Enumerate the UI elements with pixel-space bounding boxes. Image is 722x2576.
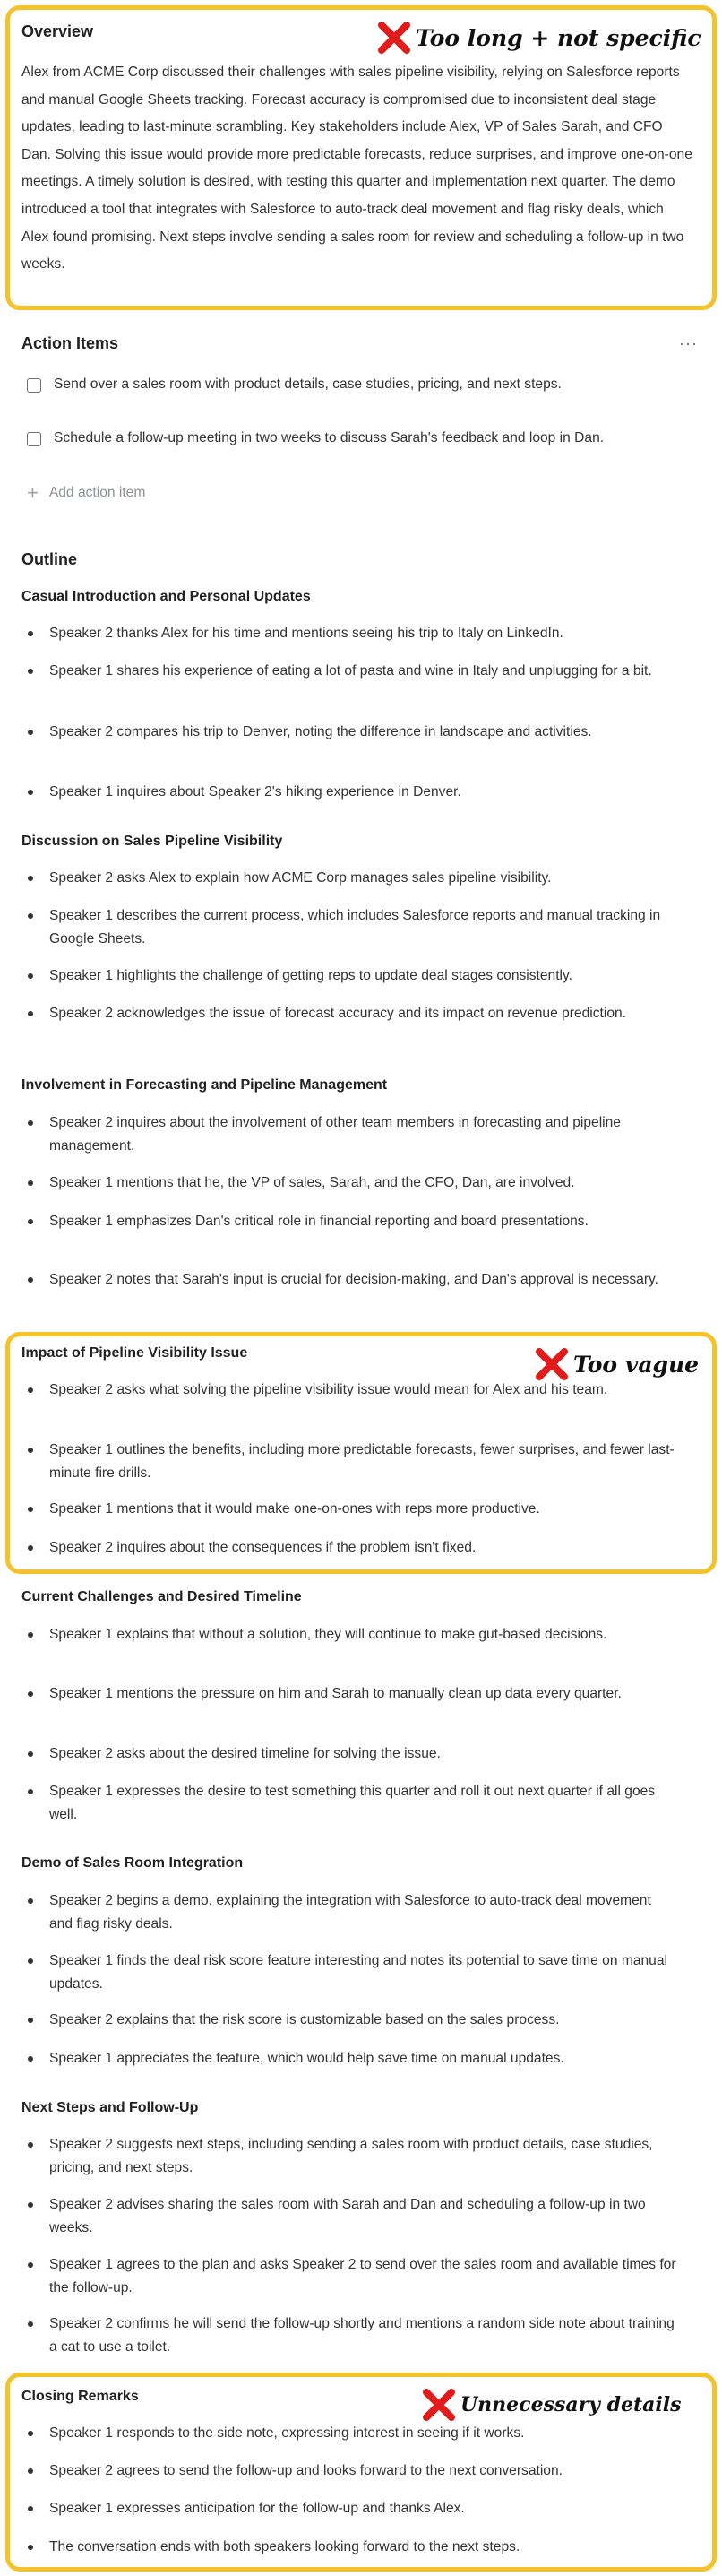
outline-section-title: Impact of Pipeline Visibility Issue: [21, 1345, 248, 1361]
outline-title: Outline: [21, 550, 77, 568]
red-x-icon: [534, 1346, 570, 1382]
list-item: Speaker 1 mentions the pressure on him and Sarah to manually clean up data every quarter.: [49, 1682, 676, 1706]
outline-section-title: Casual Introduction and Personal Updates: [21, 589, 311, 604]
overview-title: Overview: [21, 22, 94, 40]
list-item: Speaker 1 mentions that it would make one-on-ones with reps more productive.: [49, 1498, 676, 1521]
overview-text: Alex from ACME Corp discussed their challenges with sales pipeline visibility, relying on Salesforce reports and manual Google Sheets tracking. Forecast accuracy is compromised due to inconsistent deal stage updates, leading to last-minute scrambling. Key stakeholders include Alex, VP of Sales Sarah, and CFO Dan. Solving this issue would provide more predictable forecasts, reduce surprises, and improve one-on-one meetings. A timely solution is desired, with testing this quarter and implementation next quarter. The demo introduced a tool that integrates with Salesforce to auto-track deal movement and flag risky deals, which Alex found promising. Next steps involve sending a sales room for review and scheduling a follow-up in two weeks.: [21, 65, 692, 272]
list-item: The conversation ends with both speakers looking forward to the next steps.: [49, 2536, 676, 2559]
list-item: Speaker 2 asks Alex to explain how ACME Corp manages sales pipeline visibility.: [49, 867, 676, 890]
closing-annotation: [421, 2387, 682, 2423]
outline-section-title: Current Challenges and Desired Timeline: [21, 1589, 302, 1604]
list-item: Speaker 1 mentions that he, the VP of sales, Sarah, and the CFO, Dan, are involved.: [49, 1171, 676, 1195]
action-item-text: Send over a sales room with product details, case studies, pricing, and next steps.: [54, 376, 562, 392]
impact-annotation-text: Too vague: [573, 1351, 700, 1378]
list-item: Speaker 1 agrees to the plan and asks Speaker 2 to send over the sales room and available times for the follow-up.: [49, 2253, 676, 2300]
outline-section-title: Demo of Sales Room Integration: [21, 1855, 244, 1871]
list-item: Speaker 2 inquires about the involvement of other team members in forecasting and pipeline management.: [49, 1111, 676, 1158]
outline-section-title: Involvement in Forecasting and Pipeline Management: [21, 1077, 388, 1093]
list-item: Speaker 2 suggests next steps, including sending a sales room with product details, case studies, pricing, and next steps.: [49, 2133, 676, 2180]
list-item: Speaker 1 finds the deal risk score feature interesting and notes its potential to save time on manual updates.: [49, 1949, 676, 1996]
list-item: Speaker 1 responds to the side note, expressing interest in seeing if it works.: [49, 2422, 676, 2445]
list-item: Speaker 2 advises sharing the sales room with Sarah and Dan and scheduling a follow-up in two weeks.: [49, 2193, 676, 2240]
action-item: [27, 427, 609, 450]
list-item: Speaker 1 emphasizes Dan's critical role in financial reporting and board presentations.: [49, 1210, 676, 1233]
list-item: Speaker 1 expresses the desire to test something this quarter and roll it out next quarter if all goes well.: [49, 1780, 676, 1827]
list-item: Speaker 1 describes the current process, which includes Salesforce reports and manual tracking in Google Sheets.: [49, 904, 676, 951]
list-item: Speaker 1 expresses anticipation for the follow-up and thanks Alex.: [49, 2497, 676, 2520]
impact-annotation: [534, 1346, 699, 1382]
list-item: Speaker 2 begins a demo, explaining the integration with Salesforce to auto-track deal movement and flag risky deals.: [49, 1889, 676, 1936]
closing-annotation-text: Unnecessary details: [460, 2393, 682, 2416]
action-item-checkbox[interactable]: [27, 432, 41, 446]
list-item: Speaker 2 confirms he will send the follow-up shortly and mentions a random side note about training a cat to use a toilet.: [49, 2312, 676, 2359]
list-item: Speaker 2 asks about the desired timeline for solving the issue.: [49, 1742, 676, 1766]
list-item: Speaker 2 thanks Alex for his time and mentions seeing his trip to Italy on LinkedIn.: [49, 622, 676, 645]
list-item: Speaker 1 highlights the challenge of getting reps to update deal stages consistently.: [49, 964, 676, 988]
list-item: Speaker 2 explains that the risk score is customizable based on the sales process.: [49, 2009, 676, 2032]
action-item-text: Schedule a follow-up meeting in two weeks to discuss Sarah's feedback and loop in Dan.: [54, 430, 605, 445]
overview-annotation: [376, 20, 701, 56]
action-item: [27, 373, 609, 396]
list-item: Speaker 2 asks what solving the pipeline visibility issue would mean for Alex and his team.: [49, 1379, 676, 1402]
red-x-icon: [421, 2387, 457, 2423]
plus-icon: +: [27, 481, 39, 504]
list-item: Speaker 2 acknowledges the issue of forecast accuracy and its impact on revenue prediction.: [49, 1002, 676, 1025]
list-item: Speaker 1 shares his experience of eating a lot of pasta and wine in Italy and unplugging for a bit.: [49, 660, 676, 683]
list-item: Speaker 2 agrees to send the follow-up and looks forward to the next conversation.: [49, 2459, 676, 2483]
add-action-item-button[interactable]: [27, 483, 145, 503]
action-item-checkbox[interactable]: [27, 378, 41, 393]
add-action-item-label: Add action item: [48, 485, 146, 500]
list-item: Speaker 1 appreciates the feature, which would help save time on manual updates.: [49, 2047, 676, 2070]
overview-annotation-text: Too long + not specific: [416, 24, 701, 51]
outline-section-title: Discussion on Sales Pipeline Visibility: [21, 834, 283, 849]
action-items-more-button[interactable]: ···: [679, 334, 698, 352]
action-items-title: Action Items: [21, 334, 119, 352]
outline-section-title: Closing Remarks: [21, 2389, 139, 2404]
list-item: Speaker 1 explains that without a solution, they will continue to make gut-based decisions.: [49, 1623, 676, 1647]
list-item: Speaker 1 inquires about Speaker 2's hiking experience in Denver.: [49, 781, 676, 804]
list-item: Speaker 2 inquires about the consequences if the problem isn't fixed.: [49, 1536, 676, 1560]
list-item: Speaker 1 outlines the benefits, including more predictable forecasts, fewer surprises, and fewer last-minute fire drills.: [49, 1439, 676, 1485]
list-item: Speaker 2 notes that Sarah's input is crucial for decision-making, and Dan's approval is necessary.: [49, 1268, 676, 1292]
outline-section-title: Next Steps and Follow-Up: [21, 2100, 199, 2115]
red-x-icon: [376, 20, 412, 56]
list-item: Speaker 2 compares his trip to Denver, noting the difference in landscape and activities.: [49, 721, 676, 744]
